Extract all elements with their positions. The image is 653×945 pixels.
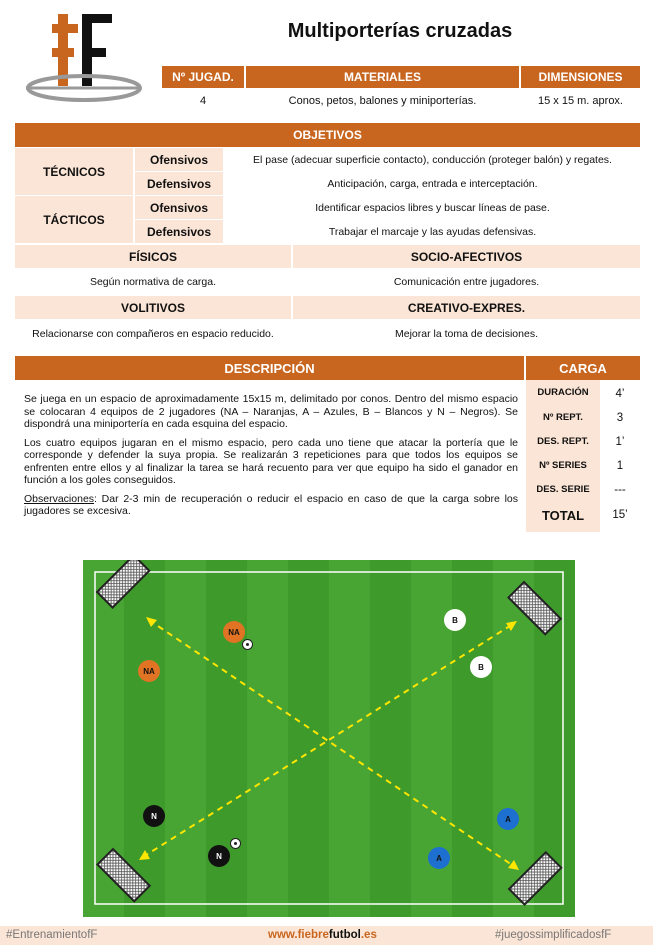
- carga-value-descanso-serie: ---: [614, 484, 626, 496]
- footer-website-a: www.fiebre: [268, 929, 329, 941]
- descripcion-body: [24, 393, 518, 524]
- volitivos-label: VOLITIVOS: [15, 296, 291, 319]
- player-blanco-1: B: [444, 609, 466, 631]
- objetivos-header: OBJETIVOS: [15, 123, 640, 147]
- footer-hashtag-right[interactable]: #juegossimplificadosfF: [495, 929, 612, 941]
- tacticos-label: TÁCTICOS: [15, 196, 133, 243]
- tecnicos-ofensivos: Ofensivos: [135, 148, 223, 171]
- ball-icon: [242, 639, 253, 650]
- player-negro-2: N: [208, 845, 230, 867]
- tecnicos-defensivos-text: Anticipación, carga, entrada e interceptación.: [327, 177, 538, 190]
- tacticos-ofensivos-text: Identificar espacios libres y buscar líneas de pase.: [315, 201, 550, 214]
- descripcion-p1: Se juega en un espacio de aproximadamente 15x15 m, delimitado por conos. Dentro del mismo espacio se colocaran 4 equipos de 2 jugadores (NA – Naranjas, A – Azules, B – Blancos y N – Negros). Se dispondrá una miniportería en cada esquina del espacio.: [24, 393, 518, 430]
- player-azul-1: A: [497, 808, 519, 830]
- socio-label: SOCIO-AFECTIVOS: [293, 245, 640, 268]
- tecnicos-ofensivos-text: El pase (adecuar superficie contacto), conducción (proteger balón) y regates.: [253, 153, 612, 166]
- fisicos-label: FÍSICOS: [15, 245, 291, 268]
- obs-text: : Dar 2-3 min de recuperación o reducir el espacio en caso de que la carga sobre los jugadores se excesiva.: [24, 492, 518, 517]
- carga-value-series: 1: [616, 460, 624, 472]
- footer-website-b: futbol: [328, 929, 361, 941]
- tecnicos-defensivos: Defensivos: [135, 172, 223, 195]
- field-diagram: [83, 560, 575, 917]
- player-naranja-1: NA: [223, 621, 245, 643]
- field-svg: [83, 560, 575, 917]
- value-materiales: Conos, petos, balones y miniporterías.: [288, 95, 477, 107]
- footer-website[interactable]: [268, 929, 377, 941]
- creativo-text: Mejorar la toma de decisiones.: [395, 328, 538, 340]
- obs-label: Observaciones: [24, 492, 95, 505]
- carga-value-total: 15’: [612, 509, 628, 521]
- descripcion-p2: Los cuatro equipos jugaran en el mismo espacio, pero cada uno tiene que atacar la portería que le corresponde y defender la suya propia. Se realizarán 3 repeticiones para que todos los equipos se enfrenten entre ellos y al finalizar la tarea se hará recuento para ver que equipo ha sido el ganador en función a los goles conseguidos.: [24, 436, 518, 486]
- value-dimensiones: 15 x 15 m. aprox.: [538, 95, 623, 107]
- player-azul-2: A: [428, 847, 450, 869]
- footer-website-c: .es: [360, 929, 377, 941]
- carga-label-duracion: DURACIÓN: [537, 386, 589, 398]
- carga-label-descanso-serie: DES. SERIE: [536, 483, 590, 495]
- logo: [24, 10, 142, 110]
- tacticos-ofensivos: Ofensivos: [135, 196, 223, 219]
- header-materiales: MATERIALES: [246, 66, 519, 88]
- creativo-label: CREATIVO-EXPRES.: [293, 296, 640, 319]
- fisicos-text: Según normativa de carga.: [89, 276, 217, 288]
- player-negro-1: N: [143, 805, 165, 827]
- footer-hashtag-left[interactable]: #EntrenamientofF: [6, 929, 98, 941]
- carga-label-repeticiones: Nº REPT.: [543, 411, 583, 423]
- page-title: Multiporterías cruzadas: [287, 20, 513, 42]
- descripcion-obs: [24, 493, 518, 518]
- socio-text: Comunicación entre jugadores.: [393, 276, 540, 288]
- footer: [0, 926, 653, 945]
- carga-label-descanso-repeticion: DES. REPT.: [537, 435, 589, 447]
- tacticos-defensivos-text: Trabajar el marcaje y las ayudas defensivas.: [328, 225, 537, 238]
- carga-value-descanso-repeticion: 1’: [615, 436, 625, 448]
- carga-label-series: Nº SERIES: [539, 459, 587, 471]
- header-dimensiones: DIMENSIONES: [521, 66, 640, 88]
- ball-icon: [230, 838, 241, 849]
- carga-header: CARGA: [526, 356, 640, 380]
- carga-value-repeticiones: 3: [616, 412, 624, 424]
- carga-label-total: TOTAL: [541, 507, 585, 523]
- value-jugadores: 4: [199, 95, 207, 107]
- player-naranja-2: NA: [138, 660, 160, 682]
- volitivos-text: Relacionarse con compañeros en espacio reducido.: [32, 328, 274, 340]
- carga-value-duracion: 4’: [615, 388, 625, 400]
- tecnicos-label: TÉCNICOS: [15, 148, 133, 195]
- tacticos-defensivos: Defensivos: [135, 220, 223, 243]
- player-blanco-2: B: [470, 656, 492, 678]
- header-jugadores: Nº JUGAD.: [162, 66, 244, 88]
- descripcion-header: DESCRIPCIÓN: [15, 356, 524, 380]
- logo-graphic: [24, 10, 142, 110]
